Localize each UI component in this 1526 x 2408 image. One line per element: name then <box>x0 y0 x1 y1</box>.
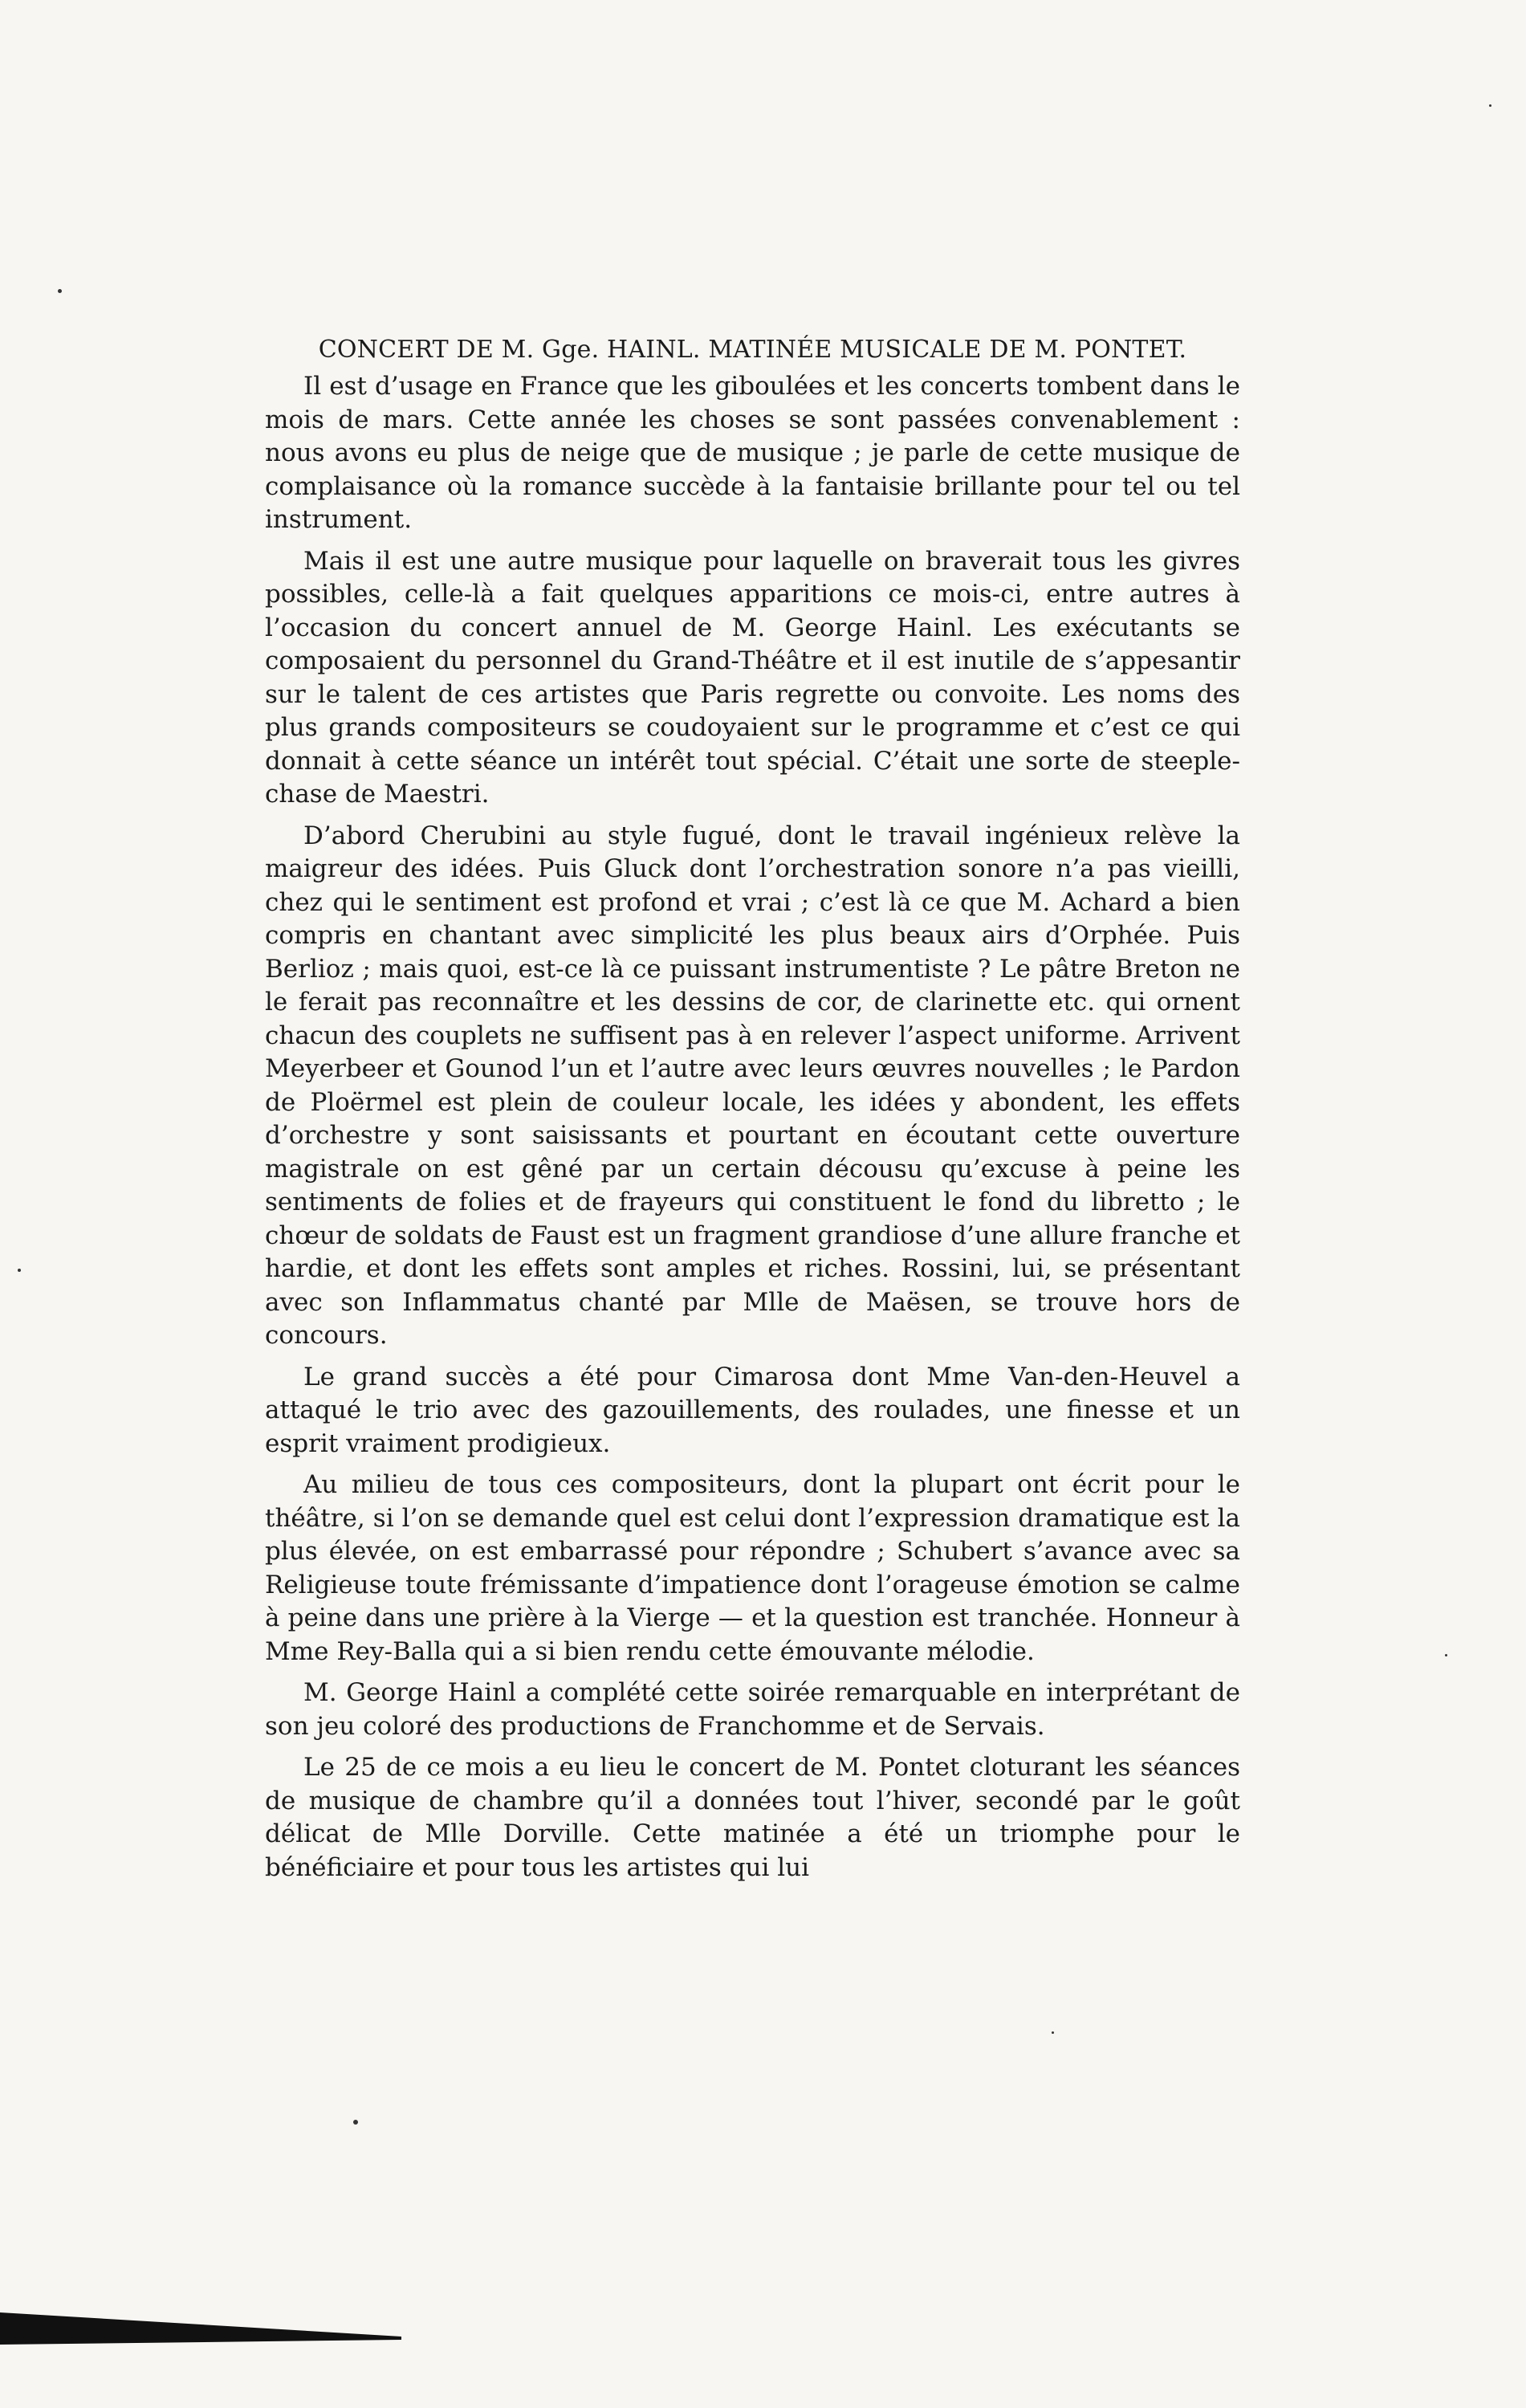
article-title: CONCERT DE M. Gge. HAINL. MATINÉE MUSICALE DE M. PONTET. <box>318 336 1187 364</box>
scan-speck <box>353 2120 358 2125</box>
scan-edge-shadow <box>0 2312 401 2345</box>
paragraph-3: D’abord Cherubini au style fugué, dont le travail ingénieux relève la maigreur des idées. Puis Gluck dont l’orchestration sonore n’a pas vieilli, chez qui le sentiment est profond et vrai ; c’est là ce que M. Achard a bien compris en chantant avec simplicité les plus beaux airs d’Orphée. Puis Berlioz ; mais quoi, est-ce là ce puissant instrumentiste ? Le pâtre Breton ne le ferait pas reconnaître et les dessins de cor, de clarinette etc. qui ornent chacun des couplets ne suffisent pas à en relever l’aspect uniforme. Arrivent Meyerbeer et Gounod l’un et l’autre avec leurs œuvres nouvelles ; le Pardon de Ploërmel est plein de couleur locale, les idées y abondent, les effets d’orchestre y sont saisissants et pourtant en écoutant cette ouverture magistrale on est gêné par un certain décousu qu’excuse à peine les sentiments de folies et de frayeurs qui constituent le fond du libretto ; le chœur de soldats de Faust est un fragment grandiose d’une allure franche et hardie, et dont les effets sont amples et riches. Rossini, lui, se présentant avec son Inflammatus chanté par Mlle de Maësen, se trouve hors de concours. <box>265 821 1240 1350</box>
scan-speck <box>1489 104 1491 107</box>
paragraph-5: Au milieu de tous ces compositeurs, dont la plupart ont écrit pour le théâtre, si l’on se demande quel est celui dont l’expression dramatique est la plus élevée, on est embarrassé pour répondre ; Schubert s’avance avec sa Religieuse toute frémissante d’impatience dont l’orageuse émotion se calme à peine dans une prière à la Vierge — et la question est tranchée. Honneur à Mme Rey-Balla qui a si bien rendu cette émouvante mélodie. <box>265 1470 1240 1666</box>
paragraph-7: Le 25 de ce mois a eu lieu le concert de M. Pontet cloturant les séances de musique de chambre qu’il a données tout l’hiver, secondé par le goût délicat de Mlle Dorville. Cette matinée a été un triomphe pour le bénéficiaire et pour tous les artistes qui lui <box>265 1753 1240 1882</box>
scan-speck <box>1052 2031 1054 2034</box>
scan-speck <box>58 289 62 293</box>
paragraph-6: M. George Hainl a complété cette soirée remarquable en interprétant de son jeu coloré des productions de Franchomme et de Servais. <box>265 1678 1240 1741</box>
paragraph-4: Le grand succès a été pour Cimarosa dont Mme Van-den-Heuvel a attaqué le trio avec des gazouillements, des roulades, une finesse et un esprit vraiment prodigieux. <box>265 1362 1240 1458</box>
paragraph-2: Mais il est une autre musique pour laquelle on braverait tous les givres possibles, celle-là a fait quelques apparitions ce mois-ci, entre autres à l’occasion du concert annuel de M. George Hainl. Les exécutants se composaient du personnel du Grand-Théâtre et il est inutile de s’appesantir sur le talent de ces artistes que Paris regrette ou convoite. Les noms des plus grands compositeurs se coudoyaient sur le programme et c’est ce qui donnait à cette séance un intérêt tout spécial. C’était une sorte de steeple-chase de Maestri. <box>265 546 1240 809</box>
article-column <box>265 333 1240 1893</box>
scan-speck <box>18 1269 21 1272</box>
scan-speck <box>1445 1654 1447 1656</box>
paragraph-1: Il est d’usage en France que les giboulées et les concerts tombent dans le mois de mars. Cette année les choses se sont passées convenablement : nous avons eu plus de neige que de musique ; je parle de cette musique de complaisance où la romance succède à la fantaisie brillante pour tel ou tel instrument. <box>265 372 1240 534</box>
